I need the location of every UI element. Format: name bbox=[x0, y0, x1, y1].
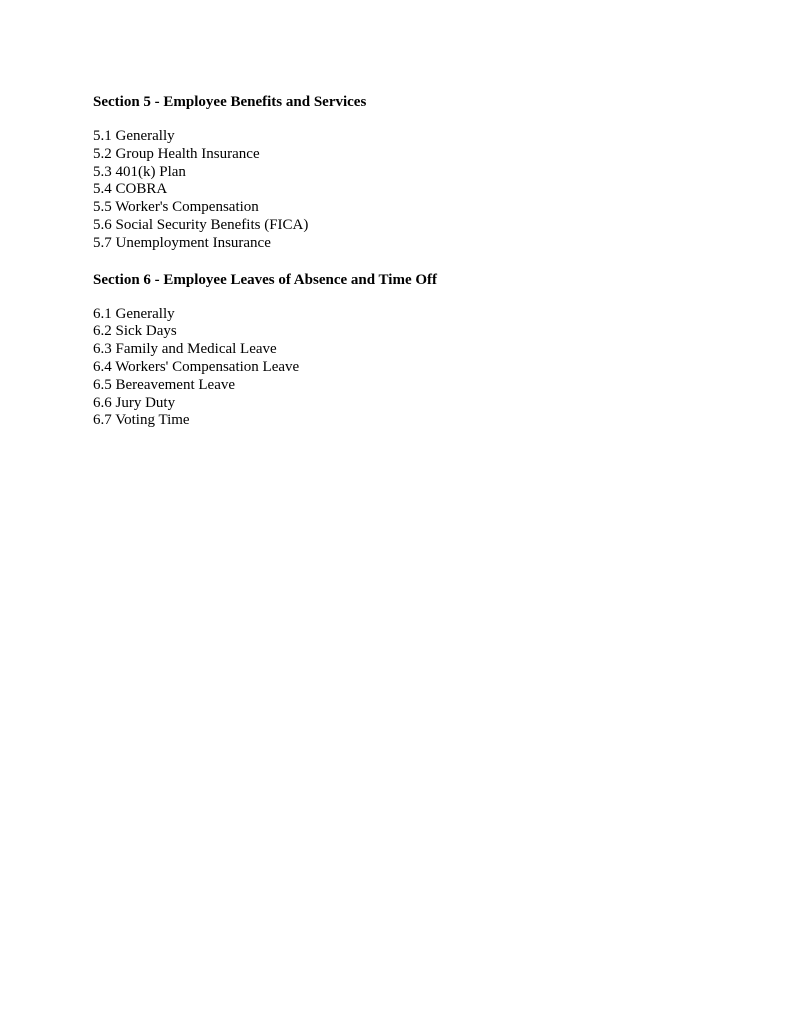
section-item: 6.1 Generally bbox=[93, 305, 175, 322]
section-5 bbox=[93, 93, 713, 253]
section-item-list bbox=[93, 306, 713, 431]
section-item: 5.3 401(k) Plan bbox=[93, 163, 186, 180]
section-item: 6.2 Sick Days bbox=[93, 323, 177, 340]
section-item: 5.4 COBRA bbox=[93, 181, 168, 198]
section-heading: Section 6 - Employee Leaves of Absence and Time Off bbox=[93, 271, 438, 288]
section-item: 5.5 Worker's Compensation bbox=[93, 199, 259, 216]
section-item: 6.3 Family and Medical Leave bbox=[93, 341, 277, 358]
section-6 bbox=[93, 271, 713, 431]
section-item: 6.5 Bereavement Leave bbox=[93, 376, 236, 393]
section-item: 5.6 Social Security Benefits (FICA) bbox=[93, 216, 309, 233]
section-item: 5.7 Unemployment Insurance bbox=[93, 234, 271, 251]
section-item: 6.4 Workers' Compensation Leave bbox=[93, 358, 300, 375]
document-page bbox=[93, 93, 713, 430]
section-item: 5.2 Group Health Insurance bbox=[93, 145, 260, 162]
section-item: 5.1 Generally bbox=[93, 128, 175, 144]
section-item: 6.6 Jury Duty bbox=[93, 394, 176, 411]
section-item-list bbox=[93, 128, 713, 253]
section-item: 6.7 Voting Time bbox=[93, 412, 190, 429]
section-heading: Section 5 - Employee Benefits and Services bbox=[93, 94, 367, 110]
